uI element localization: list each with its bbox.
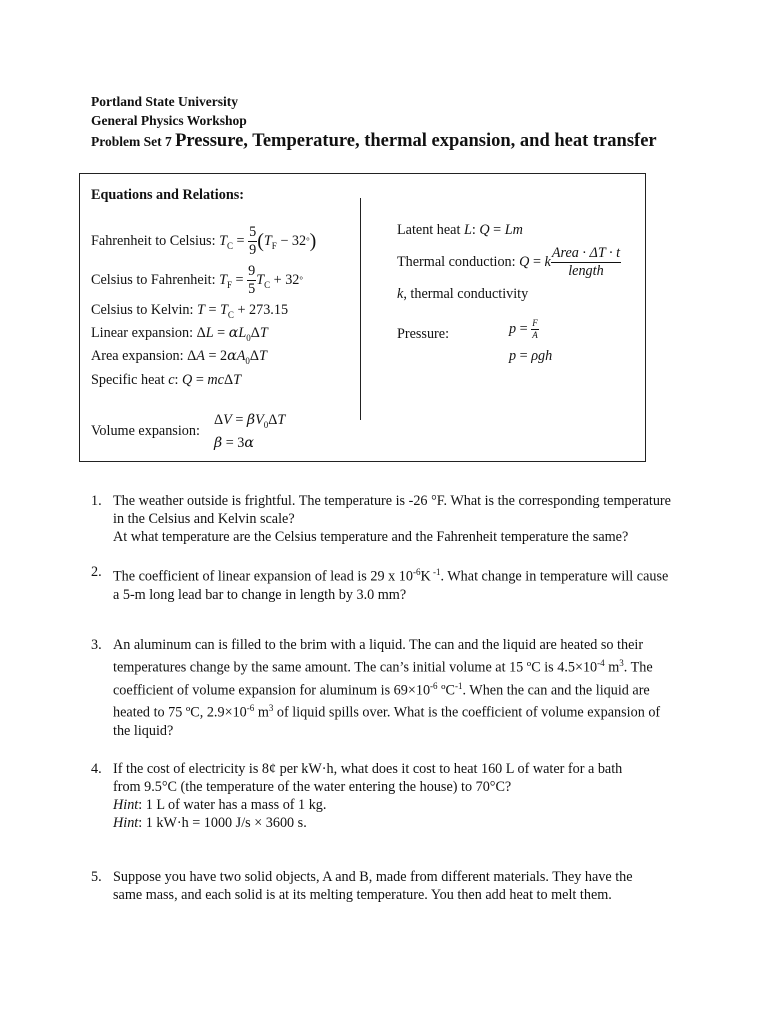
celsius-to-kelvin: Celsius to Kelvin: $T = T_C + 273.15$ <box>91 302 289 320</box>
fahrenheit-to-celsius: Fahrenheit to Celsius: T $_C$ = $\frac{5}{9}$ ( T $_F$ − 32 ° ) <box>91 224 317 258</box>
question-3-text: An aluminum can is filled to the brim with a liquid. The can and the liquid are heated so their temperatures change by the same amount. The can’s initial volume at 15 ºC is $4.5\times 10^{-4}$ $m^3$. The coefficient of volume expansion for aluminum is $69\times 10^{-6}$ ºC$^{-1}$. When the can and the liquid are heated to 75 ºC, $2.9\times 10^{-6}$ $m^3$ of liquid spills over. What is the coefficient of volume expansion of the liquid? <box>113 637 661 740</box>
question-5: 5. Suppose you have two solid objects, A and B, made from different materials. They have the same mass, and each solid is at its melting temperature. You then add heat to melt them. <box>91 868 671 904</box>
question-3: 3. An aluminum can is filled to the brim with a liquid. The can and the liquid are heated so their temperatures change by the same amount. The can’s initial volume at 15 ºC is $4.5\times 10^{-4}$ $m^3$. The coefficient of volume expansion for aluminum is $69\times 10^{-6}$ ºC$^{-1}$. When the can and the liquid are heated to 75 ºC, $2.9\times 10^{-6}$ $m^3$ of liquid spills over. What is the coefficient of volume expansion of the liquid? <box>91 636 671 726</box>
question-2: 2. The coefficient of linear expansion of lead is 29 x $10^{-6}K$ $^{-1}$. What change in temperature will cause a 5-m long lead bar to change in length by 3.0 mm? <box>91 563 671 599</box>
celsius-to-fahrenheit: Celsius to Fahrenheit: T $_F$ = $\frac{9}{5}$ T $_C$ + 32 ° <box>91 263 303 297</box>
question-2-text: The coefficient of linear expansion of lead is 29 x $10^{-6}K$ $^{-1}$. What change in temperature will cause a 5-m long lead bar to change in length by 3.0 mm? <box>113 567 669 603</box>
conduction-numerator: Area · ΔT · t <box>551 245 621 262</box>
thermal-conductivity-note: k, thermal conductivity <box>397 286 529 302</box>
problem-set-title <box>91 131 657 152</box>
pressure-label: Pressure: <box>397 326 450 342</box>
thermal-conduction: Thermal conduction: Q = k $\frac{\text{Area · ΔT · t}}{\text{length}}$ <box>397 245 621 279</box>
linear-expansion: Linear expansion: $\Delta L = \alpha L_0\Delta T$ <box>91 325 268 343</box>
equations-divider <box>360 198 361 420</box>
volume-expansion-eq: $\Delta V = \beta V_0\Delta T$ <box>214 412 286 430</box>
problem-set-label: Problem Set 7 <box>91 134 172 149</box>
pressure-eq-1: p = $\frac{F}{A}$ <box>509 318 538 340</box>
pressure-eq-2: p = ρgh <box>509 348 553 364</box>
specific-heat: Specific heat c: Q = mcΔT <box>91 372 241 388</box>
question-4-text: If the cost of electricity is 8¢ per kW·h, what does it cost to heat 160 L of water for a bath from 9.5°C (the temperature of the water entering the house) to 70°C? Hint: 1 L of water has a mass of 1 kg. Hint: 1 kW·h = 1000 J/s × 3600 s. <box>113 761 623 831</box>
beta-alpha-relation: β = 3α <box>214 435 254 451</box>
equations-heading: Equations and Relations: <box>91 187 244 203</box>
area-expansion: Area expansion: $\Delta A = 2\alpha A_0\Delta T$ <box>91 348 267 366</box>
question-4: 4. If the cost of electricity is 8¢ per kW·h, what does it cost to heat 160 L of water for a bath from 9.5°C (the temperature of the water entering the house) to 70°C? Hint: 1 L of water has a mass of 1 kg. Hint: 1 kW·h = 1000 J/s × 3600 s. <box>91 760 671 832</box>
volume-expansion-label: Volume expansion: <box>91 423 200 439</box>
question-1-extra: At what temperature are the Celsius temperature and the Fahrenheit temperature the same? <box>113 529 629 545</box>
workshop-name: General Physics Workshop <box>91 113 247 128</box>
f-to-c-label: Fahrenheit to Celsius: <box>91 232 216 249</box>
question-1: 1. The weather outside is frightful. The temperature is -26 °F. What is the corresponding temperature in the Celsius and Kelvin scale? At what temperature are the Celsius temperature and the Fahrenheit temperature the same? <box>91 493 671 545</box>
university-name: Portland State University <box>91 94 238 109</box>
conduction-denominator: length <box>568 262 604 279</box>
problem-set-topic: Pressure, Temperature, thermal expansion, and heat transfer <box>175 131 657 151</box>
latent-heat: Latent heat L: Q = Lm <box>397 222 523 238</box>
c-to-f-label: Celsius to Fahrenheit: <box>91 271 216 288</box>
question-1-text: The weather outside is frightful. The temperature is -26 °F. What is the corresponding temperature in the Celsius and Kelvin scale? <box>113 493 671 527</box>
question-5-text: Suppose you have two solid objects, A and B, made from different materials. They have the same mass, and each solid is at its melting temperature. You then add heat to melt them. <box>113 869 633 903</box>
